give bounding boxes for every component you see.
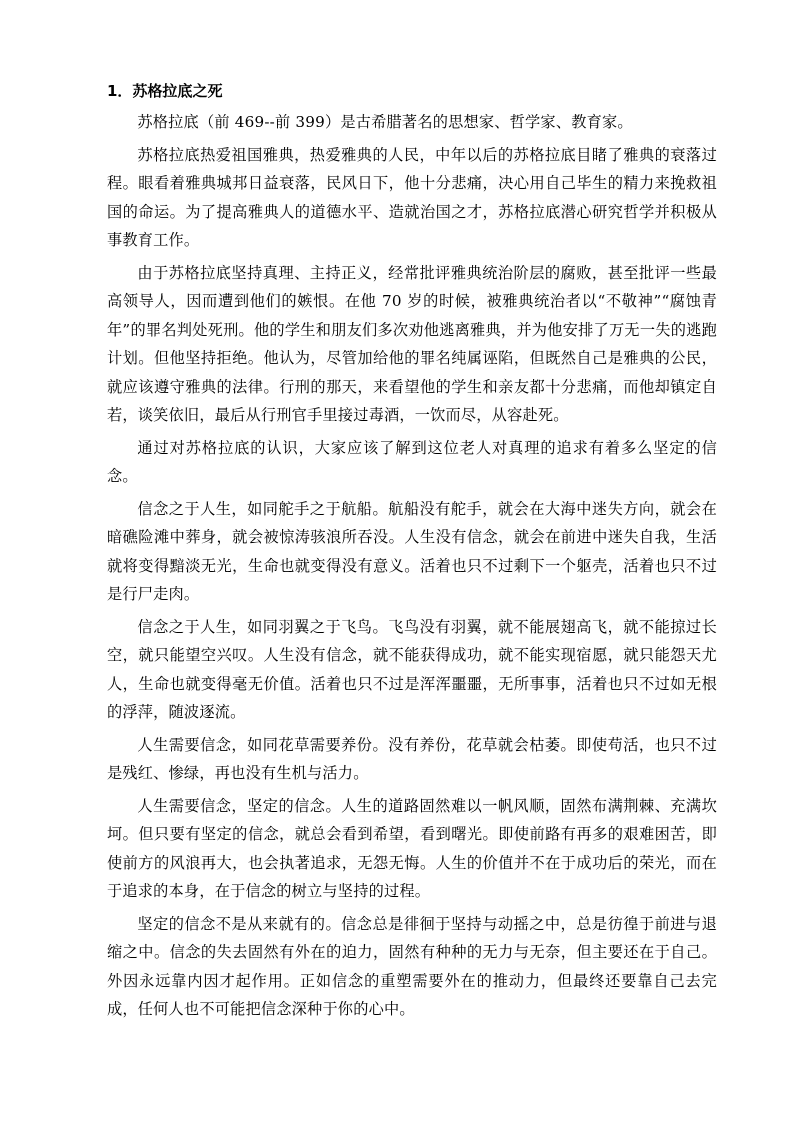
paragraph-summary: 通过对苏格拉底的认识，大家应该了解到这位老人对真理的追求有着多么坚定的信念。: [107, 438, 717, 485]
paragraph-nutrients: 人生需要信念，如同花草需要养份。没有养份，花草就会枯萎。即使苟活，也只不过是残红、惨绿，再也没有生机与活力。: [107, 735, 717, 782]
paragraph-conclusion: 坚定的信念不是从来就有的。信念总是徘徊于坚持与动摇之中，总是彷徨于前进与退缩之中。信念的失去固然有外在的迫力，固然有种种的无力与无奈，但主要还在于自己。外因永远靠内因才起作用。正如信念的重塑需要外在的推动力，但最终还要靠自己去完成，任何人也不可能把信念深种于你的心中。: [107, 914, 717, 1018]
paragraph-trial: 由于苏格拉底坚持真理、主持正义，经常批评雅典统治阶层的腐败，甚至批评一些最高领导人，因而遭到他们的嫉恨。在他 70 岁的时候，被雅典统治者以“不敬神”“腐蚀青年”的罪名判处死刑。他的学生和朋友们多次劝他逃离雅典，并为他安排了万无一失的逃跑计划。但他坚持拒绝。他认为，尽管加给他的罪名纯属诬陷，但既然自己是雅典的公民，就应该遵守雅典的法律。行刑的那天，来看望他的学生和亲友都十分悲痛，而他却镇定自若，谈笑依旧，最后从行刑官手里接过毒酒，一饮而尽，从容赴死。: [107, 263, 717, 424]
paragraph-firm-belief: 人生需要信念，坚定的信念。人生的道路固然难以一帆风顺，固然布满荆棘、充满坎坷。但只要有坚定的信念，就总会看到希望，看到曙光。即使前路有再多的艰难困苦，即使前方的风浪再大，也会执著追求，无怨无悔。人生的价值并不在于成功后的荣光，而在于追求的本身，在于信念的树立与坚持的过程。: [107, 796, 717, 900]
section-title: 1．苏格拉底之死: [107, 82, 223, 100]
paragraph-helmsman: 信念之于人生，如同舵手之于航船。航船没有舵手，就会在大海中迷失方向，就会在暗礁险滩中葬身，就会被惊涛骇浪所吞没。人生没有信念，就会在前进中迷失自我，生活就将变得黯淡无光，生命也就变得没有意义。活着也只不过剩下一个躯壳，活着也只不过是行尸走肉。: [107, 499, 717, 603]
paragraph-wings: 信念之于人生，如同羽翼之于飞鸟。飞鸟没有羽翼，就不能展翅高飞，就不能掠过长空，就只能望空兴叹。人生没有信念，就不能获得成功，就不能实现宿愿，就只能怨天尤人，生命也就变得毫无价值。活着也只不过是浑浑噩噩，无所事事，活着也只不过如无根的浮萍，随波逐流。: [107, 617, 717, 721]
paragraph-intro: 苏格拉底（前 469--前 399）是古希腊著名的思想家、哲学家、教育家。: [137, 113, 633, 131]
document-page: [107, 78, 717, 1028]
paragraph-athens: 苏格拉底热爱祖国雅典，热爱雅典的人民，中年以后的苏格拉底目睹了雅典的衰落过程。眼看着雅典城邦日益衰落，民风日下，他十分悲痛，决心用自己毕生的精力来挽救祖国的命运。为了提高雅典人的道德水平、造就治国之才，苏格拉底潜心研究哲学并积极从事教育工作。: [107, 145, 717, 249]
